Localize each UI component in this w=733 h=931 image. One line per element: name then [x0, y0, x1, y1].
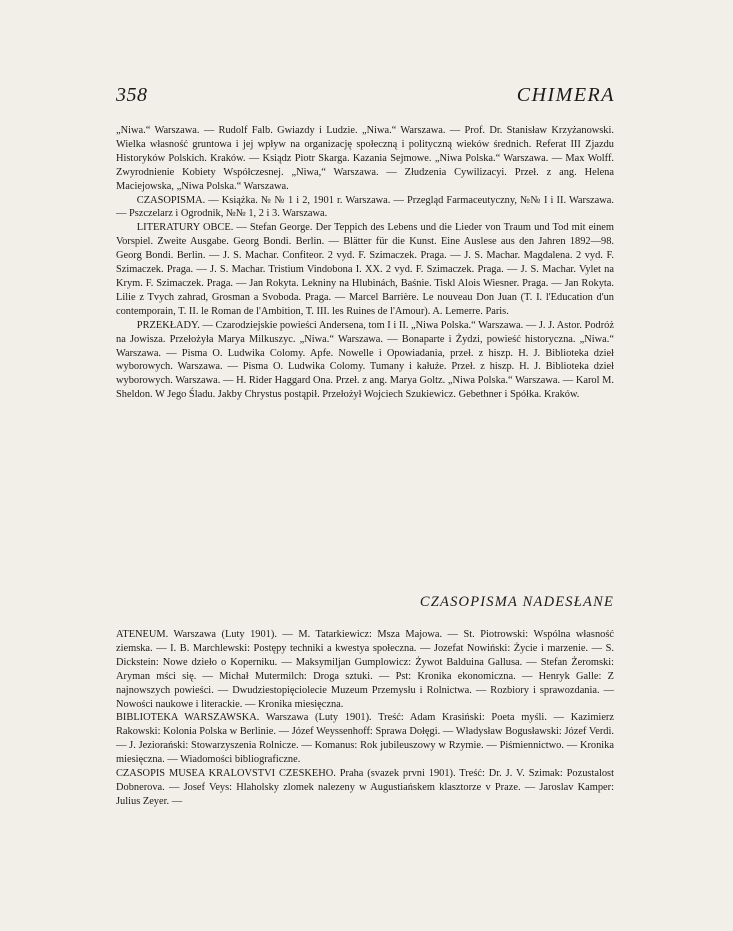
paragraph-biblioteka-warszawska: BIBLIOTEKA WARSZAWSKA. Warszawa (Luty 1901). Treść: Adam Krasiński: Poeta myśli. — Kazimierz Rakowski: Kolonia Polska w Berlinie. — Józef Weyssenhoff: Sprawa Dołęgi. — Władysław Bogusławski: Józef Verdi. — J. Jeziorański: Stowarzyszenia Rolnicze. — Komanus: Rok jubileuszowy w Rzymie. — Piśmiennictwo. — Kronika miesięczna. — Wiadomości bibliograficzne. — [116, 712, 614, 766]
paragraph-books: „Niwa.“ Warszawa. — Rudolf Falb. Gwiazdy i Ludzie. „Niwa.“ Warszawa. — Prof. Dr. Stanisław Krzyżanowski. Wielka własność gruntowa i jej wpływ na organizację społeczną i polityczną wieków średnich. Referat III Zjazdu Historyków Polskich. Kraków. — Ksiądz Piotr Skarga. Kazania Sejmowe. „Niwa Polska.“ Warszawa. — Max Wolff. Zwyrodnienie Kobiety Współczesnej. „Niwa,“ Warszawa. — Złudzenia Cywilizacyi. Przeł. z ang. Helena Maciejowska, „Niwa Polska.“ Warszawa. — [116, 125, 614, 192]
page-number: 358 — [116, 84, 148, 106]
paragraph-translations: PRZEKŁADY. — Czarodziejskie powieści Andersena, tom I i II. „Niwa Polska.“ Warszawa. — J. J. Astor. Podróż na Jowisza. Przełożyła Marya Milkuszyc. „Niwa.“ Warszawa. — Bonaparte i Żydzi, powieść historyczna. „Niwa.“ Warszawa. — Pisma O. Ludwika Colomy. Apfe. Nowelle i Opowiadania, przeł. z hiszp. H. J. Biblioteka dzieł wyborowych. Warszawa. — Pisma O. Ludwika Colomy. Tumany i kałuże. Przeł. z hiszp. H. J. Biblioteka dzieł wyborowych. Warszawa. — H. Rider Haggard Ona. Przeł. z ang. Marya Goltz. „Niwa Polska.“ Warszawa. — Karol M. Sheldon. W Jego Śladu. Jakby Chrystus postąpił. Przełożył Wojciech Szukiewicz. Gebethner i Spółka. Kraków. — [116, 319, 614, 401]
running-head: CHIMERA — [516, 84, 615, 106]
paragraph-czasopis-musea: CZASOPIS MUSEA KRALOVSTVI CZESKEHO. Praha (svazek prvni 1901). Treść: Dr. J. V. Szimak: Pozustalost Dobnerova. — Josef Veys: Hlaholsky zlomek nalezeny w Augustiańskem klasztorze v Praze. — Jaroslav Kamper: Julius Zeyer. — — [116, 768, 614, 807]
paragraph-periodicals: CZASOPISMA. — Książka. № № 1 i 2, 1901 r. Warszawa. — Przegląd Farmaceutyczny, №№ I i II. Warszawa. — Pszczelarz i Ogrodnik, №№ 1, 2 i 3. Warszawa. — [116, 194, 614, 220]
page-header — [116, 84, 615, 114]
section-heading: CZASOPISMA NADESŁANE — [419, 594, 614, 610]
publications-received-section — [116, 124, 614, 402]
paragraph-ateneum: ATENEUM. Warszawa (Luty 1901). — M. Tatarkiewicz: Msza Majowa. — St. Piotrowski: Wspólna własność ziemska. — I. B. Marchlewski: Postępy techniki a kwestya społeczna. — Jozefat Nowiński: Życie i marzenie. — S. Dickstein: Nowe dzieło o Koperniku. — Maksymiljan Gumplowicz: Żywot Balduina Gallusa. — Stefan Żeromski: Aryman mści się. — Michał Mutermilch: Droga sztuki. — Pst: Kronika ekonomiczna. — Henryk Galle: Z najnowszych powieści. — Dwudziestopięciolecie Muzeum Przemysłu i Rolnictwa. — Rozbiory i sprawozdania. — Nowości naukowe i literackie. — Kronika miesięczna. — [116, 629, 614, 710]
journals-received-section — [116, 628, 614, 809]
paragraph-foreign-literature: LITERATURY OBCE. — Stefan George. Der Teppich des Lebens und die Lieder von Traum und Tod mit einem Vorspiel. Zweite Ausgabe. Georg Bondi. Berlin. — Blätter für die Kunst. Eine Auslese aus den Jahren 1892—98. Georg Bondi. Berlin. — J. S. Machar. Confiteor. 2 vyd. F. Szimaczek. Praga. — J. S. Machar. Magdalena. 2 vyd. F. Szimaczek. Praga. — J. S. Machar. Tristium Vindobona I. XX. 2 vyd. F. Szimaczek. Praga. — J. S. Machar. Vylet na Krym. F. Szimaczek. Praga. — Jan Rokyta. Lekniny na Hlubinách, Baśnie. Tiskl Alois Wiesner. Praga. — Jan Rokyta. Lilie z Tvych zahrad, Grosman a Svoboda. Praga. — Marcel Barrière. Le nouveau Don Juan (T. I. l'Education d'un contemporain, T. II. le Roman de l'Ambition, T. III. les Ruines de l'Amour). A. Lemerre. Paris. — [116, 222, 614, 317]
